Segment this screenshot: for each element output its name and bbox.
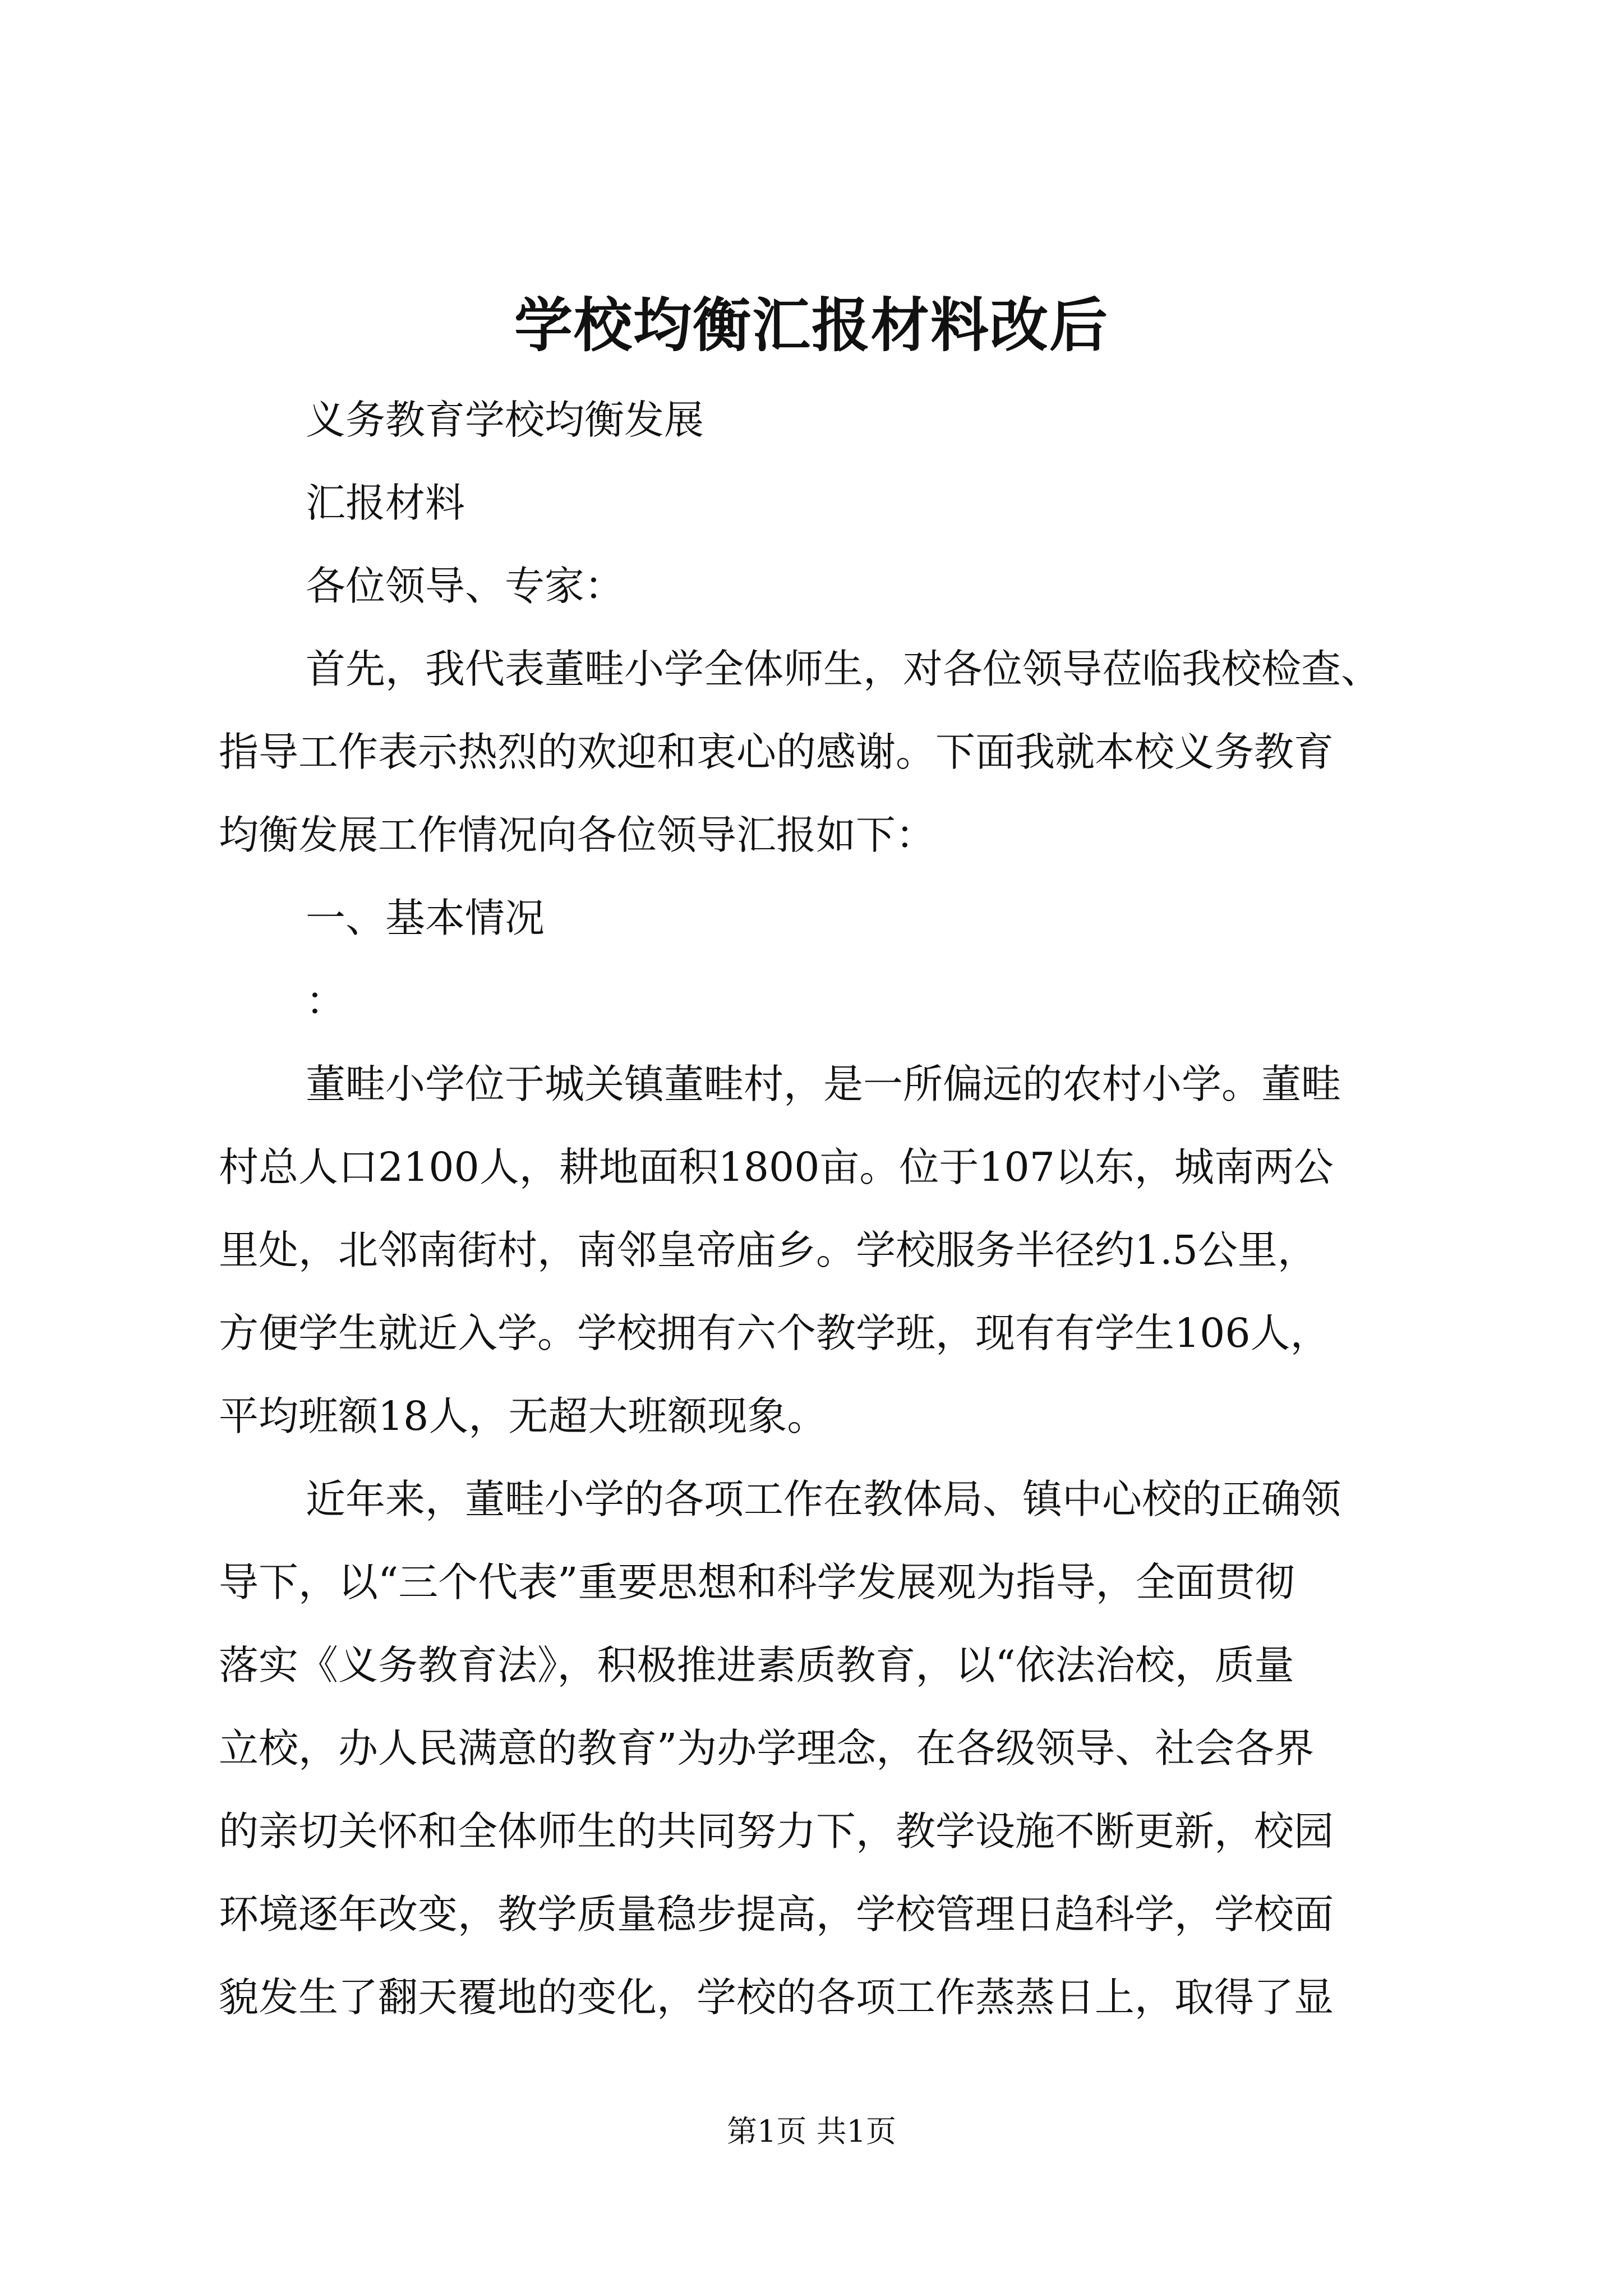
section-heading: 一、基本情况 [306, 895, 545, 941]
document-body [219, 379, 1424, 2039]
paragraph-line: 指导工作表示热烈的欢迎和衷心的感谢。下面我就本校义务教育 [219, 729, 1334, 775]
paragraph-line: 环境逐年改变，教学质量稳步提高，学校管理日趋科学，学校面 [219, 1891, 1334, 1938]
subtitle-line: 义务教育学校均衡发展 [306, 397, 704, 443]
subtitle-line: 汇报材料 [306, 480, 465, 526]
paragraph-line: 立校，办人民满意的教育”为办学理念，在各级领导、社会各界 [219, 1725, 1315, 1772]
salutation: 各位领导、专家： [306, 563, 625, 609]
paragraph-line: 首先，我代表董畦小学全体师生，对各位领导莅临我校检查、 [306, 646, 1381, 692]
paragraph-line: 平均班额18人，无超大班额现象。 [219, 1393, 827, 1439]
paragraph-line: 貌发生了翻天覆地的变化，学校的各项工作蒸蒸日上，取得了显 [219, 1974, 1334, 2021]
paragraph-line: 均衡发展工作情况向各位领导汇报如下： [219, 812, 936, 858]
paragraph-line: 近年来，董畦小学的各项工作在教体局、镇中心校的正确领 [306, 1476, 1341, 1522]
paragraph-line: 方便学生就近入学。学校拥有六个教学班，现有有学生106人， [219, 1310, 1330, 1356]
paragraph-line: ： [306, 978, 346, 1024]
paragraph-line: 村总人口2100人，耕地面积1800亩。位于107以东，城南两公 [219, 1144, 1334, 1190]
document-title: 学校均衡汇报材料改后 [514, 291, 1109, 360]
paragraph-line: 的亲切关怀和全体师生的共同努力下，教学设施不断更新，校园 [219, 1808, 1334, 1855]
paragraph-line: 导下，以“三个代表”重要思想和科学发展观为指导，全面贯彻 [219, 1559, 1295, 1605]
paragraph-line: 董畦小学位于城关镇董畦村，是一所偏远的农村小学。董畦 [306, 1061, 1341, 1107]
paragraph-line: 落实《义务教育法》，积极推进素质教育，以“依法治校，质量 [219, 1642, 1294, 1688]
paragraph-line: 里处，北邻南街村，南邻皇帝庙乡。学校服务半径约1.5公里， [219, 1227, 1317, 1273]
page-footer: 第1页 共1页 [727, 2114, 896, 2149]
